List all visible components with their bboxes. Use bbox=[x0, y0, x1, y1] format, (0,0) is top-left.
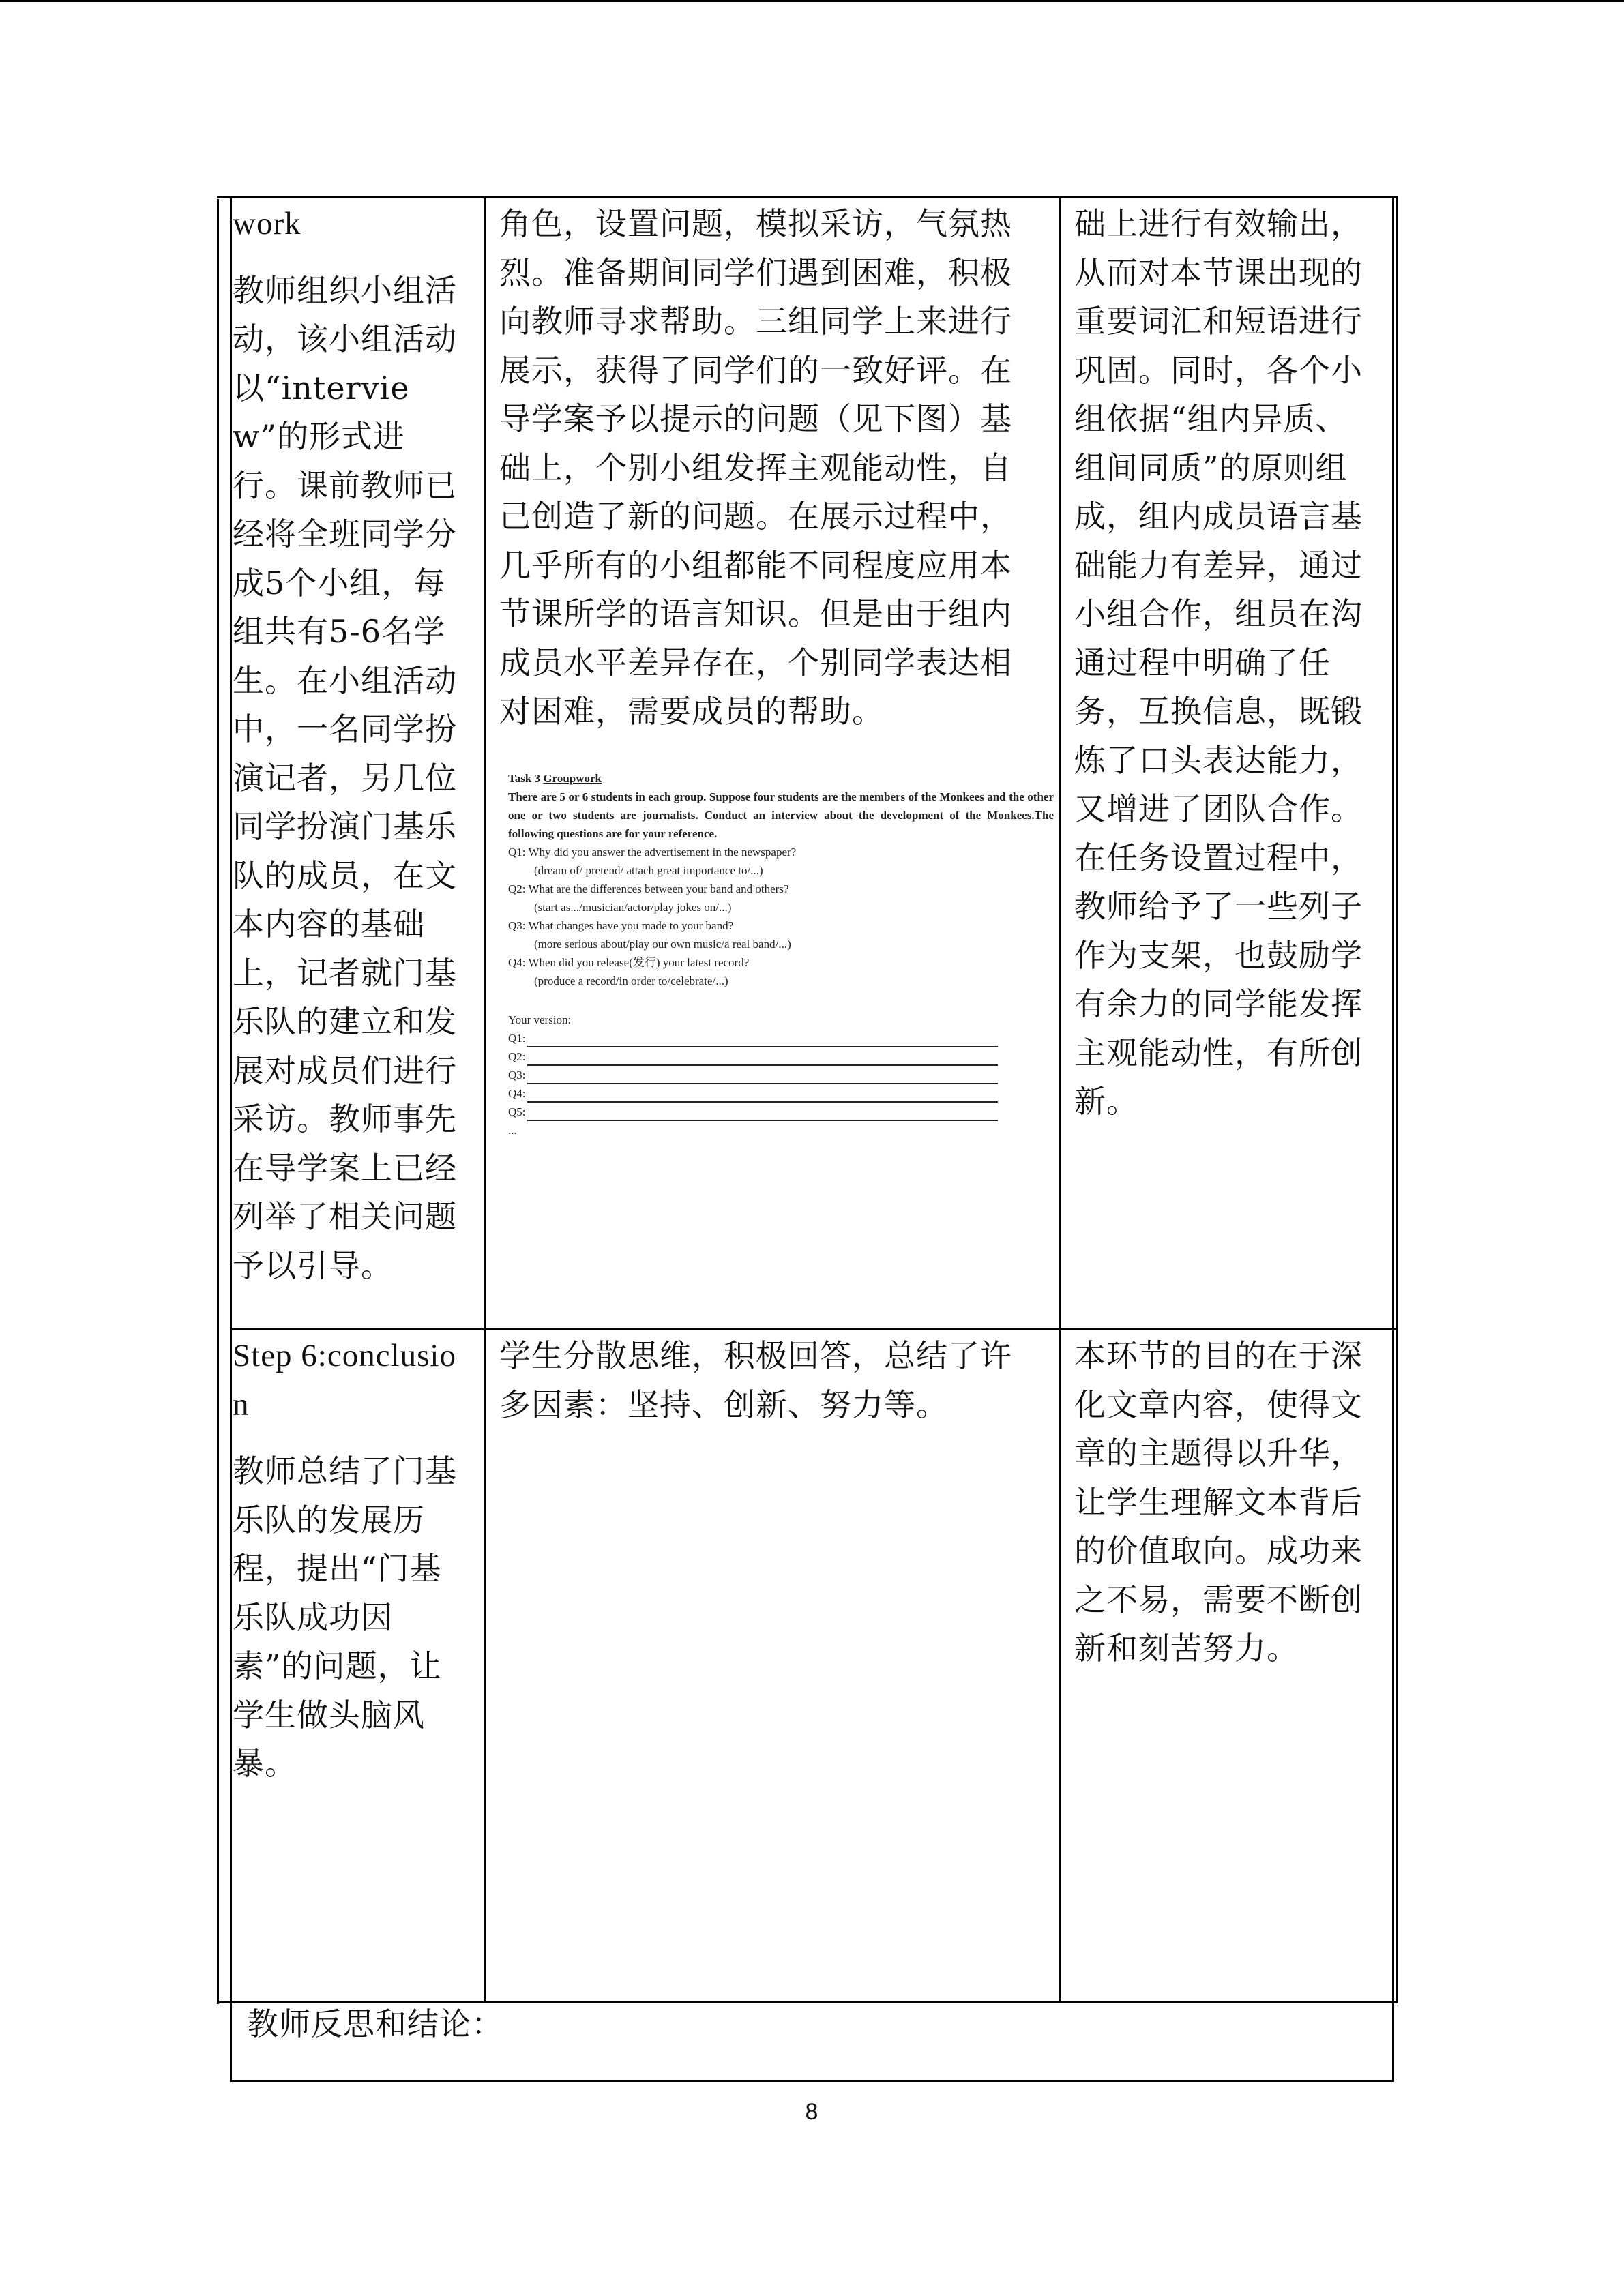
page-top-border bbox=[0, 0, 1624, 2]
blank-line-q4 bbox=[508, 1084, 1054, 1103]
table-left-inner-border bbox=[230, 196, 232, 2081]
column-divider-1 bbox=[484, 196, 486, 2003]
blank-ellipsis: ... bbox=[508, 1124, 517, 1137]
task-title bbox=[508, 769, 1054, 788]
task-question-4: Q4: When did you release(发行) your latest record? bbox=[508, 956, 750, 969]
blank-label-q2: Q2: bbox=[508, 1050, 526, 1063]
task-question-1: Q1: Why did you answer the advertisement in the newspaper? bbox=[508, 846, 797, 859]
task-hint-3: (more serious about/play our own music/a real band/...) bbox=[534, 938, 791, 951]
blank-label-q3: Q3: bbox=[508, 1069, 526, 1082]
row2-step-label: Step 6:conclusion bbox=[233, 1338, 456, 1422]
task-worksheet-image bbox=[508, 769, 1054, 1151]
row1-teacher-activity: 教师组织小组活动，该小组活动以“interview”的形式进行。课前教师已经将全班同学分成5个小组，每组共有5-6名学生。在小组活动中，一名同学扮演记者，另几位同学扮演门基乐队的成员，在文本内容的基础上，记者就门基乐队的建立和发展对成员们进行采访。教师事先在导学案上已经列举了相关问题予以引导。 bbox=[233, 271, 457, 1284]
table-right-border bbox=[1392, 196, 1394, 2081]
task-hint-2: (start as.../musician/actor/play jokes on/...) bbox=[534, 901, 732, 914]
task-hint-4: (produce a record/in order to/celebrate/...) bbox=[534, 974, 728, 987]
row1-col3-cell bbox=[1074, 200, 1378, 1127]
row2-teacher-activity: 教师总结了门基乐队的发展历程，提出“门基乐队成功因素”的问题，让学生做头脑风暴。 bbox=[233, 1452, 457, 1782]
row1-col1-cell bbox=[233, 200, 463, 1290]
task-question-3: Q3: What changes have you made to your band? bbox=[508, 919, 734, 932]
task-title-underlined: Groupwork bbox=[543, 772, 602, 785]
table-right-outer-border bbox=[1396, 196, 1398, 2003]
row-divider bbox=[230, 1328, 1398, 1330]
row2-design-intent: 本环节的目的在于深化文章内容，使得文章的主题得以升华，让学生理解文本背后的价值取向。成功来之不易，需要不断创新和刻苦努力。 bbox=[1074, 1337, 1363, 1667]
blank-label-q1: Q1: bbox=[508, 1032, 526, 1045]
table-bottom-border bbox=[230, 2080, 1394, 2082]
blank-label-q4: Q4: bbox=[508, 1087, 526, 1100]
task-intro: There are 5 or 6 students in each group. Suppose four students are the members of the Monkees and the other one or two students are journalists. Conduct an interview about the development of the Monkees.The following questions are for your reference. bbox=[508, 790, 1054, 840]
table-top-border bbox=[217, 196, 1398, 198]
table-left-border bbox=[217, 199, 219, 2004]
your-version-label: Your version: bbox=[508, 1013, 572, 1026]
blank-label-q5: Q5: bbox=[508, 1105, 526, 1118]
row1-design-intent: 础上进行有效输出，从而对本节课出现的重要词汇和短语进行巩固。同时，各个小组依据“组内异质、组间同质”的原则组成，组内成员语言基础能力有差异，通过小组合作，组员在沟通过程中明确了任务，互换信息，既锻炼了口头表达能力，又增进了团队合作。在任务设置过程中，教师给予了一些列子作为支架，也鼓励学有余力的同学能发挥主观能动性，有所创新。 bbox=[1074, 205, 1363, 1120]
task-title-prefix: Task 3 bbox=[508, 772, 541, 785]
blank-line-q2 bbox=[508, 1047, 1054, 1066]
blank-line-q1 bbox=[508, 1029, 1054, 1047]
row2-col2-cell bbox=[499, 1332, 1038, 1429]
row2-col3-cell bbox=[1074, 1332, 1378, 1673]
column-divider-2 bbox=[1059, 196, 1061, 2003]
blank-line-q3 bbox=[508, 1066, 1054, 1084]
row1-step-label: work bbox=[233, 206, 301, 241]
task-hint-1: (dream of/ pretend/ attach great importance to/...) bbox=[534, 864, 763, 877]
row2-student-activity: 学生分散思维，积极回答，总结了许多因素：坚持、创新、努力等。 bbox=[499, 1337, 1012, 1423]
page-number: 8 bbox=[805, 2099, 818, 2125]
row1-col2-cell bbox=[499, 200, 1038, 736]
blank-line-q5 bbox=[508, 1103, 1054, 1121]
task-question-2: Q2: What are the differences between your band and others? bbox=[508, 882, 789, 895]
row1-student-activity: 角色，设置问题，模拟采访，气氛热烈。准备期间同学们遇到困难，积极向教师寻求帮助。三组同学上来进行展示，获得了同学们的一致好评。在导学案予以提示的问题（见下图）基础上，个别小组发挥主观能动性，自己创造了新的问题。在展示过程中，几乎所有的小组都能不同程度应用本节课所学的语言知识。但是由于组内成员水平差异存在，个别同学表达相对困难，需要成员的帮助。 bbox=[499, 205, 1012, 730]
reflection-label: 教师反思和结论： bbox=[247, 2006, 503, 2042]
row2-col1-cell bbox=[233, 1332, 471, 1789]
